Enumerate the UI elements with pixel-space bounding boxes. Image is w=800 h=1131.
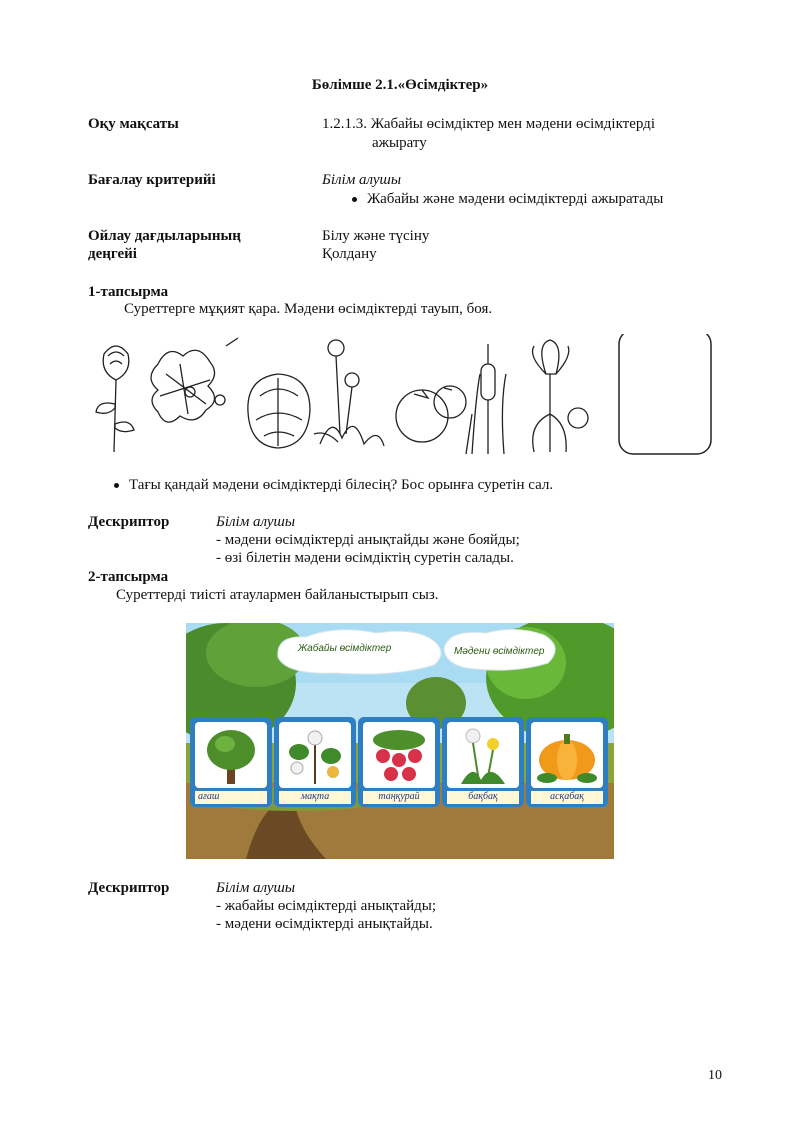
plant-illustrations-strip bbox=[88, 334, 728, 458]
dandelion-icon bbox=[447, 722, 519, 788]
matching-scene bbox=[186, 623, 614, 859]
cloud-shapes bbox=[186, 623, 614, 683]
card-cotton[interactable] bbox=[274, 717, 356, 807]
card-label: таңқурай bbox=[363, 791, 435, 804]
card-label: асқабақ bbox=[531, 791, 603, 804]
raspberry-icon bbox=[363, 722, 435, 788]
empty-drawing-box[interactable] bbox=[619, 334, 711, 454]
cattail-drawing bbox=[466, 344, 506, 454]
card-dandelion[interactable] bbox=[442, 717, 524, 807]
task1-descriptor-line2: - өзі білетін мәдени өсімдіктің суретін салады. bbox=[216, 550, 514, 566]
objective-label: Оқу мақсаты bbox=[88, 116, 179, 132]
card-tree[interactable] bbox=[190, 717, 272, 807]
tree-icon bbox=[195, 722, 267, 788]
rose-drawing bbox=[96, 346, 134, 452]
task2-descriptor-line2: - мәдени өсімдіктерді анықтайды. bbox=[216, 916, 433, 932]
task2-descriptor-subject: Білім алушы bbox=[216, 880, 296, 896]
bullet-icon bbox=[114, 483, 119, 488]
thinking-value-1: Білу және түсіну bbox=[322, 228, 430, 244]
task1-heading: 1-тапсырма bbox=[88, 284, 169, 300]
cotton-icon bbox=[279, 722, 351, 788]
card-label: бақбақ bbox=[447, 791, 519, 804]
objective-line1: 1.2.1.3. Жабайы өсімдіктер мен мәдени өсімдіктерді bbox=[322, 116, 655, 132]
thinking-value-2: Қолдану bbox=[322, 246, 377, 262]
dandelion-drawing bbox=[314, 340, 384, 446]
criteria-label: Бағалау критерийі bbox=[88, 172, 216, 188]
task1-question: Тағы қандай мәдени өсімдіктерді білесің? Бос орынға суретін сал. bbox=[114, 477, 553, 494]
card-label: ағаш bbox=[195, 791, 267, 804]
cabbage-drawing bbox=[248, 374, 310, 448]
tomatoes-drawing bbox=[396, 386, 466, 442]
task2-descriptor-line1: - жабайы өсімдіктерді анықтайды; bbox=[216, 898, 437, 914]
task2-heading: 2-тапсырма bbox=[88, 569, 169, 585]
crocus-drawing bbox=[533, 340, 589, 452]
section-title: Бөлімше 2.1.«Өсімдіктер» bbox=[311, 77, 489, 93]
task2-descriptor-label: Дескриптор bbox=[88, 880, 170, 896]
pumpkin-icon bbox=[531, 722, 603, 788]
card-raspberry[interactable] bbox=[358, 717, 440, 807]
cloud-label-wild: Жабайы өсімдіктер bbox=[298, 643, 392, 654]
thinking-label-2: деңгейі bbox=[88, 246, 137, 262]
criteria-subject: Білім алушы bbox=[322, 172, 402, 188]
cloud-label-cultivated: Мәдени өсімдіктер bbox=[454, 646, 545, 657]
card-label: мақта bbox=[279, 791, 351, 804]
task1-instruction: Суреттерге мұқият қара. Мәдени өсімдіктерді тауып, боя. bbox=[124, 301, 493, 317]
task1-descriptor-line1: - мәдени өсімдіктерді анықтайды және бояйды; bbox=[216, 532, 520, 548]
oak-leaves-drawing bbox=[151, 338, 238, 422]
criteria-item: Жабайы және мәдени өсімдіктерді ажыратады bbox=[352, 191, 663, 208]
objective-line2: ажырату bbox=[372, 135, 427, 151]
task1-descriptor-subject: Білім алушы bbox=[216, 514, 296, 530]
bullet-icon bbox=[352, 197, 357, 202]
task1-descriptor-label: Дескриптор bbox=[88, 514, 170, 530]
thinking-label-1: Ойлау дағдыларының bbox=[88, 228, 241, 244]
page-number: 10 bbox=[708, 1068, 722, 1083]
task2-instruction: Суреттерді тиісті атаулармен байланыстырып сыз. bbox=[116, 587, 439, 603]
card-pumpkin[interactable] bbox=[526, 717, 608, 807]
